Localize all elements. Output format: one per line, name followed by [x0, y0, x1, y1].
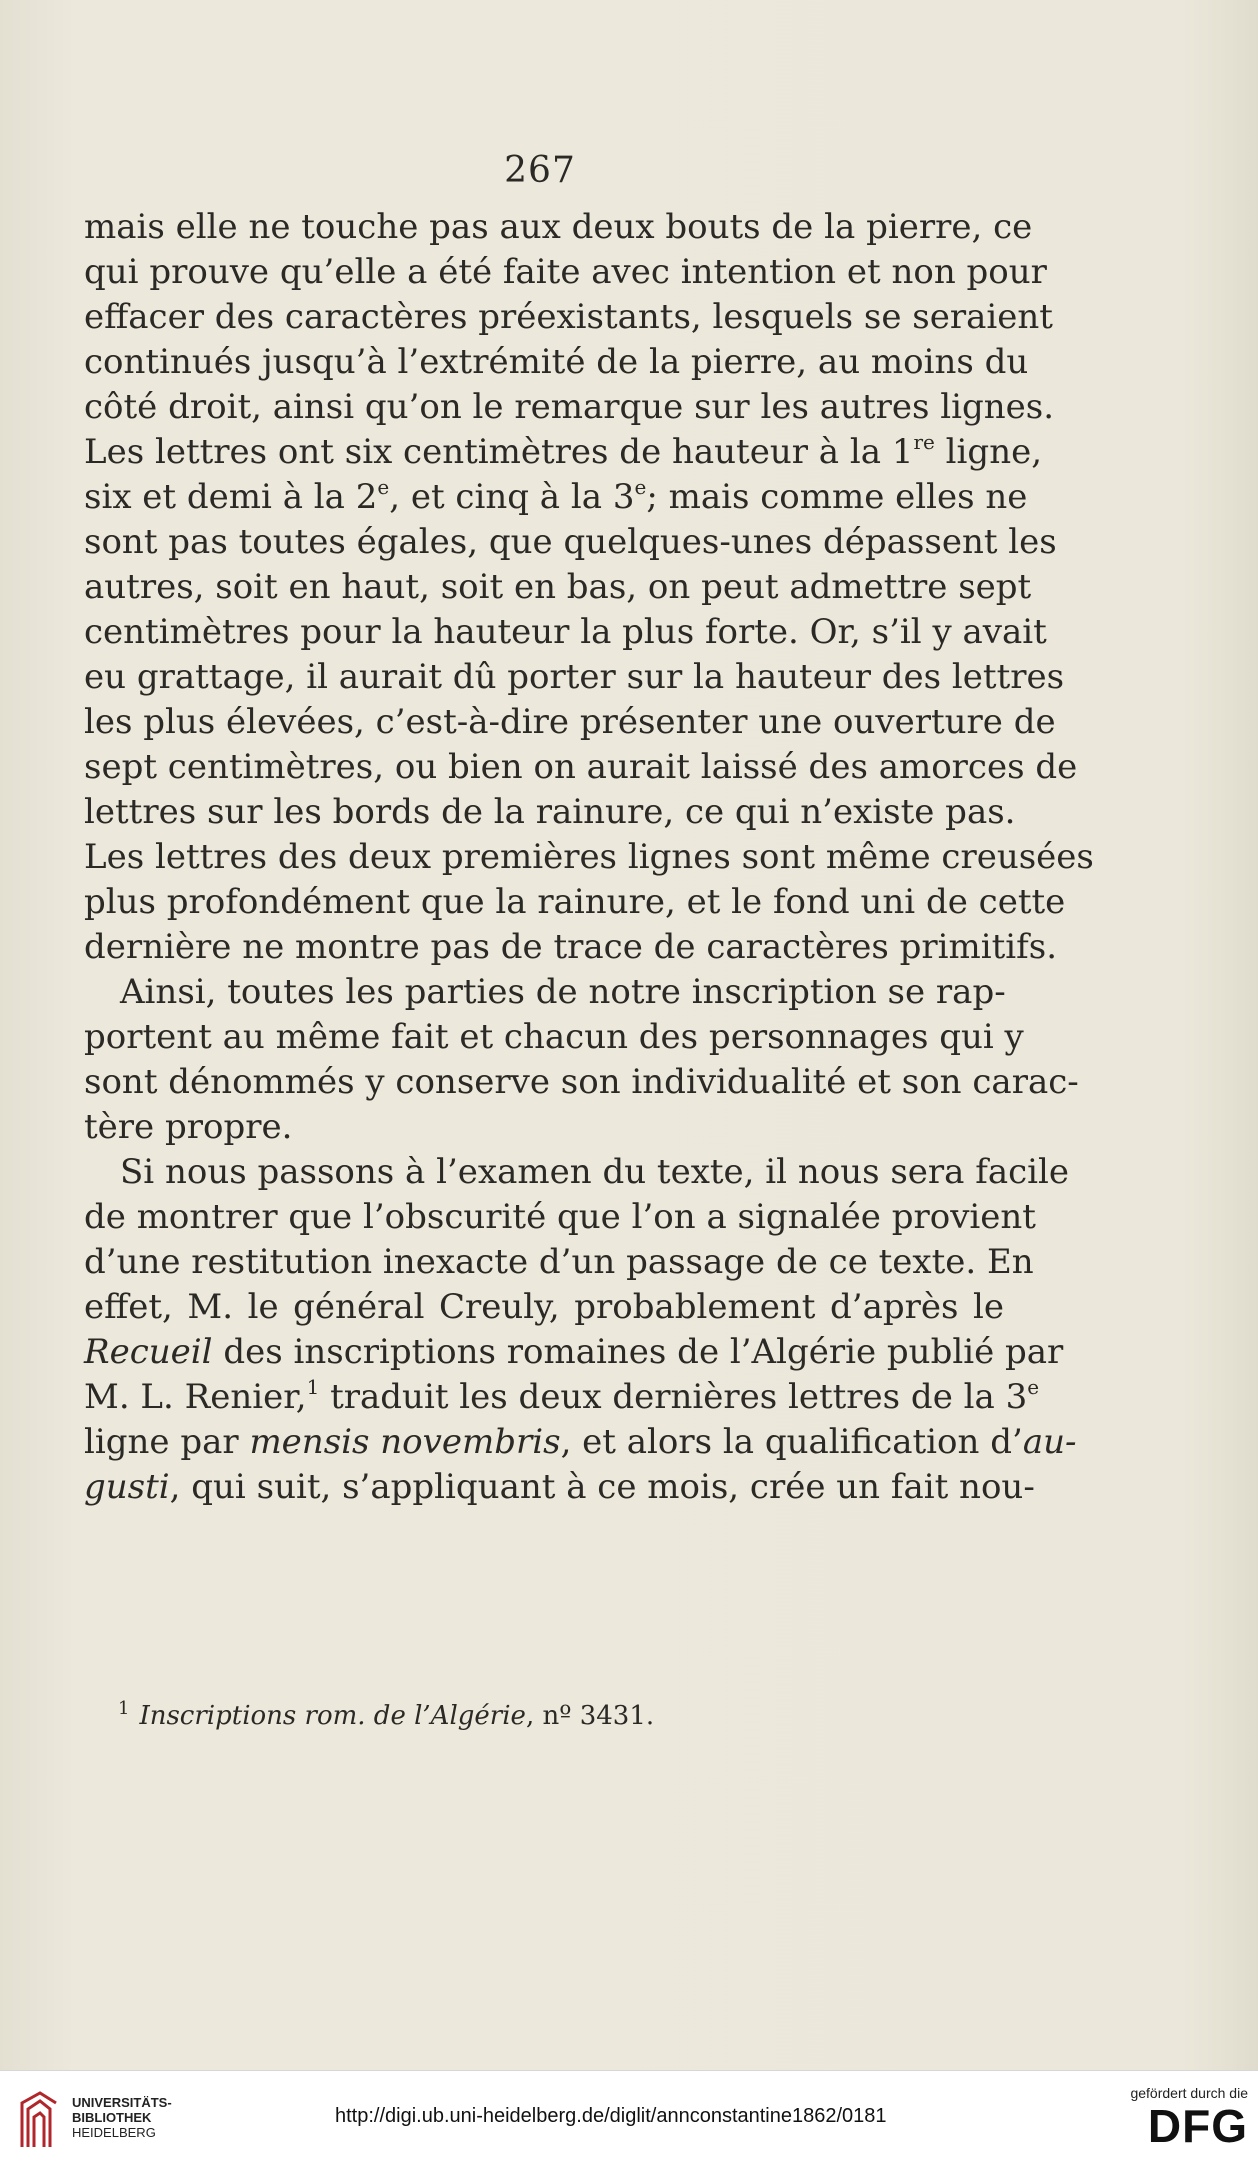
text-line: M. L. Renier,$^1$ traduit les deux dernières lettres de la 3e [84, 1375, 1040, 1417]
text-line: côté droit, ainsi qu’on le remarque sur les autres lignes. [84, 387, 1054, 427]
text-line: d’une restitution inexacte d’un passage de ce texte. En [84, 1242, 1034, 1282]
text-line: dernière ne montre pas de trace de caractères primitifs. [84, 927, 1058, 967]
footnote: $^1$ Inscriptions rom. de l’Algérie, nº 3431. [118, 1698, 655, 1731]
footnote-mark: 1 [118, 1698, 130, 1719]
text-line: les plus élevées, c’est-à-dire présenter une ouverture de [84, 702, 1056, 742]
text-line: continués jusqu’à l’extrémité de la pierre, au moins du [84, 342, 1029, 382]
library-logo-icon [16, 2089, 62, 2151]
text-line: autres, soit en haut, soit en bas, on peut admettre sept [84, 567, 1032, 607]
text-line: sont pas toutes égales, que quelques-unes dépassent les [84, 522, 1057, 562]
funding-notice: gefördert durch die DFG [1108, 2085, 1248, 2151]
text-line: plus profondément que la rainure, et le fond uni de cette [84, 882, 1066, 922]
text-line: tère propre. [84, 1107, 293, 1147]
library-name: UNIVERSITÄTS- BIBLIOTHEK HEIDELBERG [72, 2095, 172, 2140]
footnote-reference: 1 [306, 1375, 320, 1399]
body-text [84, 205, 1094, 1510]
viewer-footer [0, 2070, 1258, 2163]
text-line: ligne par mensis novembris, et alors la qualification d’au- [84, 1422, 1077, 1462]
text-line: centimètres pour la hauteur la plus forte. Or, s’il y avait [84, 612, 1047, 652]
page-number: 267 [504, 150, 576, 191]
text-line: sept centimètres, ou bien on aurait laissé des amorces de [84, 747, 1078, 787]
text-line: Recueil des inscriptions romaines de l’Algérie publié par [84, 1332, 1064, 1372]
text-line: Si nous passons à l’examen du texte, il nous sera facile [120, 1152, 1070, 1192]
text-line: Ainsi, toutes les parties de notre inscription se rap- [120, 972, 1006, 1012]
text-line: de montrer que l’obscurité que l’on a signalée provient [84, 1197, 1036, 1237]
text-line: portent au même fait et chacun des personnages qui y [84, 1017, 1024, 1057]
text-line: gusti, qui suit, s’appliquant à ce mois, crée un fait nou- [84, 1467, 1035, 1507]
text-line: effacer des caractères préexistants, lesquels se seraient [84, 297, 1053, 337]
text-line: eu grattage, il aurait dû porter sur la hauteur des lettres [84, 657, 1065, 697]
text-line: Les lettres ont six centimètres de hauteur à la 1re ligne, [84, 430, 1043, 472]
permalink[interactable]: http://digi.ub.uni-heidelberg.de/diglit/annconstantine1862/0181 [335, 2105, 887, 2127]
text-line: sont dénommés y conserve son individualité et son carac- [84, 1062, 1079, 1102]
text-line: six et demi à la 2e, et cinq à la 3e; mais comme elles ne [84, 475, 1028, 517]
text-line: lettres sur les bords de la rainure, ce qui n’existe pas. [84, 792, 1016, 832]
text-line: Les lettres des deux premières lignes sont même creusées [84, 837, 1094, 877]
text-line: mais elle ne touche pas aux deux bouts de la pierre, ce [84, 207, 1033, 247]
text-line: effet, M. le général Creuly, probablement d’après le [84, 1287, 1004, 1327]
text-line: qui prouve qu’elle a été faite avec intention et non pour [84, 252, 1047, 292]
dfg-logo: DFG [1147, 2100, 1248, 2152]
